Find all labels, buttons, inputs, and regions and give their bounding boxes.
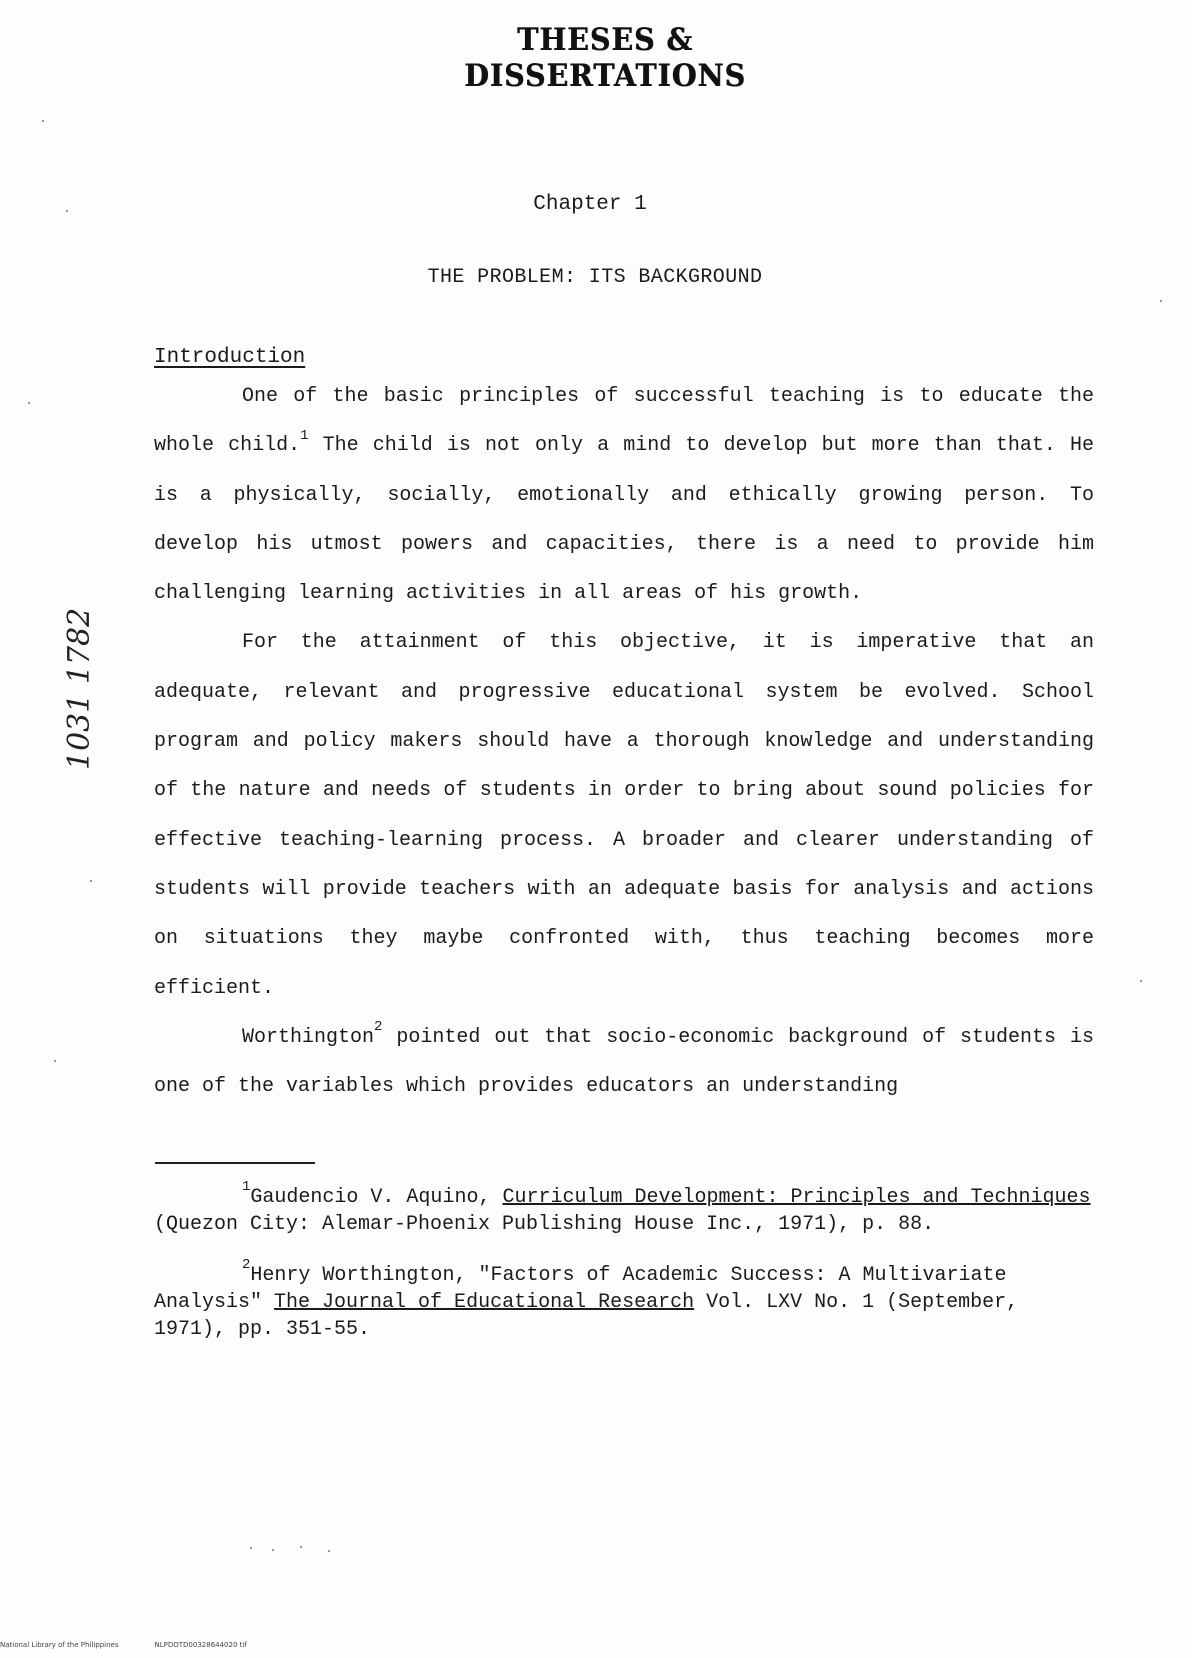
chapter-label: Chapter 1 bbox=[533, 193, 647, 216]
theses-dissertations-stamp: THESES & DISSERTATIONS bbox=[464, 22, 746, 94]
footnote-2 bbox=[154, 1257, 1094, 1343]
footnote-rule bbox=[155, 1162, 315, 1164]
footnote-1-author: Gaudencio V. Aquino, bbox=[250, 1186, 503, 1209]
footnote-1-number: 1 bbox=[242, 1179, 251, 1196]
handwritten-margin-note bbox=[62, 600, 102, 770]
footnote-2-author: Henry Worthington, "Factors of Academic Success: A Multivariate Analysis" bbox=[154, 1264, 1007, 1314]
section-heading: Introduction bbox=[154, 346, 306, 369]
paragraph-3-text-a: Worthington bbox=[242, 1025, 375, 1049]
paragraph-3-text-b: pointed out that socio-economic background of students is one of the variables which provides educators an understanding bbox=[154, 1025, 1094, 1099]
body-text bbox=[154, 372, 1094, 1111]
scan-footer-library: National Library of the Philippines bbox=[0, 1641, 119, 1649]
footnote-ref-1: 1 bbox=[300, 427, 309, 444]
scan-footer bbox=[0, 1641, 300, 1649]
footnote-2-number: 2 bbox=[242, 1257, 251, 1274]
footnote-1-title: Curriculum Development: Principles and Techniques bbox=[502, 1186, 1091, 1209]
footnote-ref-2: 2 bbox=[374, 1019, 383, 1036]
scan-footer-code: NLPDOTD00328644020 tif bbox=[154, 1641, 247, 1649]
paragraph-3 bbox=[154, 1013, 1094, 1112]
paragraph-2 bbox=[154, 618, 1094, 1012]
footnote-2-title: The Journal of Educational Research bbox=[274, 1291, 695, 1314]
paragraph-1-text-b: The child is not only a mind to develop but more than that. He is a physically, socially, emotionally and ethically growing person. To develop his utmost powers and capacities, there is a need to provide him challenging learning activities in all areas of his growth. bbox=[154, 434, 1094, 606]
margin-note-text: 1031 1782 bbox=[62, 607, 97, 770]
footnotes bbox=[154, 1179, 1094, 1367]
paragraph-2-text: For the attainment of this objective, it is imperative that an adequate, relevant and progressive educational system be evolved. School program and policy makers should have a thorough knowledge and understanding of the nature and needs of students in order to bring about sound policies for effective teaching-learning process. A broader and clearer understanding of students will provide teachers with an adequate basis for analysis and actions on situations they maybe confronted with, thus teaching becomes more efficient. bbox=[154, 631, 1094, 1000]
footnote-1 bbox=[154, 1179, 1094, 1238]
footnote-1-rest: (Quezon City: Alemar-Phoenix Publishing House Inc., 1971), p. 88. bbox=[154, 1213, 935, 1236]
paragraph-1 bbox=[154, 372, 1094, 618]
chapter-title: THE PROBLEM: ITS BACKGROUND bbox=[427, 266, 763, 289]
paragraph-1-text-a: One of the basic principles of successful teaching is to educate the whole child. bbox=[154, 385, 1094, 458]
footnote-2-rest: Vol. LXV No. 1 (September, 1971), pp. 351-55. bbox=[154, 1291, 1019, 1341]
